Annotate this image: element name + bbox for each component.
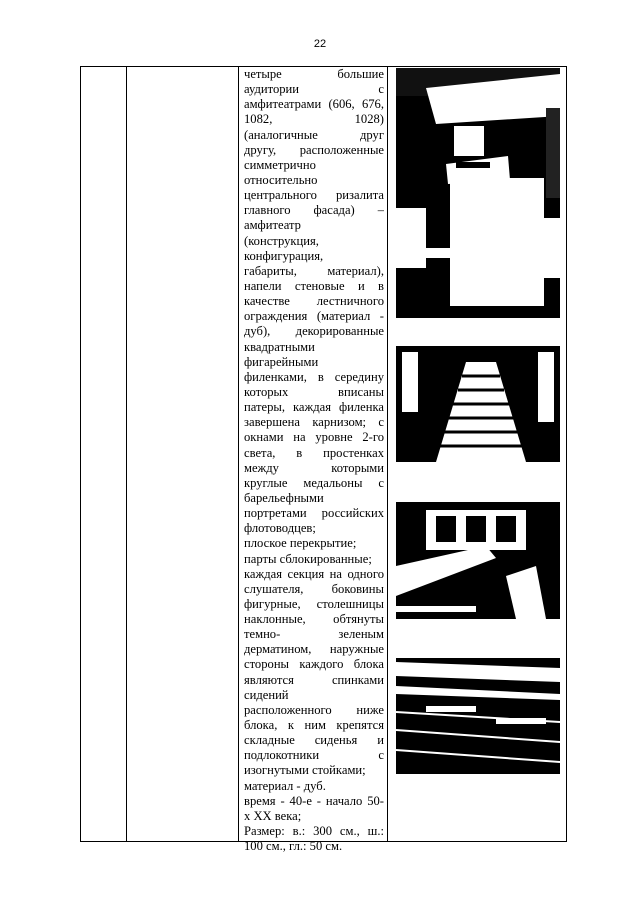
description-line: амфитеатр (244, 218, 301, 233)
table-column-divider-3 (387, 66, 388, 842)
table-border-left (80, 66, 81, 842)
description-line: конфигурация, (244, 248, 324, 263)
photo-bench-rows (396, 646, 560, 774)
description-line: парты сблокированные; (244, 551, 372, 566)
description-line: наклонные, обтянуты (244, 612, 384, 627)
description-line: блока, к ним крепятся (244, 718, 384, 733)
description-line: флотоводцев; (244, 521, 316, 536)
description-line: центрального ризалита (244, 188, 384, 203)
description-line: стороны каждого блока (244, 657, 384, 672)
description-line: Размер: в.: 300 см., ш.: (244, 824, 384, 839)
description-line: амфитеатрами (606, 676, (244, 97, 384, 112)
table-column-divider-1 (126, 66, 127, 842)
description-line: складные сиденья и (244, 733, 384, 748)
page-number: 22 (313, 38, 327, 50)
description-line: аудитории с (244, 82, 384, 97)
description-line: другу, расположенные (244, 142, 384, 157)
description-line: габариты, материал), (244, 263, 384, 278)
description-line: темно- зеленым (244, 627, 384, 642)
description-line: (конструкция, (244, 233, 319, 248)
description-line: ограждения (материал - (244, 309, 384, 324)
description-line: материал - дуб. (244, 778, 326, 793)
description-line: круглые медальоны с (244, 475, 384, 490)
photo-auditorium-interior (396, 68, 560, 318)
description-line: х XX века; (244, 808, 302, 823)
description-line: являются спинками (244, 672, 384, 687)
description-line: сидений (244, 687, 289, 702)
description-line: света, в простенках (244, 445, 384, 460)
description-line: расположенного ниже (244, 702, 384, 717)
document-table (80, 66, 567, 854)
description-line: филенками, в середину (244, 369, 384, 384)
description-line: качестве лестничного (244, 294, 384, 309)
description-line: 100 см., гл.: 50 см. (244, 839, 343, 854)
description-line: (аналогичные друг (244, 127, 384, 142)
description-line: симметрично (244, 157, 316, 172)
description-line: четыре большие (244, 67, 384, 81)
table-column-divider-2 (238, 66, 239, 842)
description-line: относительно (244, 172, 318, 187)
description-line: дерматином, наружные (244, 642, 384, 657)
description-line: главного фасада) – (244, 203, 384, 218)
description-line: изогнутыми стойками; (244, 763, 366, 778)
description-line: время - 40-е - начало 50- (244, 793, 384, 808)
photo-desks (396, 486, 560, 619)
table-border-right (566, 66, 567, 842)
description-line: окнами на уровне 2-го (244, 430, 384, 445)
photo-staircase (396, 332, 560, 462)
description-line: портретами российских (244, 506, 384, 521)
description-line: которых вписаны (244, 384, 384, 399)
description-line: патеры, каждая филенка (244, 400, 384, 415)
description-line: напели стеновые и в (244, 278, 384, 293)
description-line: фигарейными (244, 354, 319, 369)
description-line: завершена карнизом; с (244, 415, 384, 430)
description-line: фигурные, столешницы (244, 596, 384, 611)
object-description (244, 67, 384, 854)
description-line: слушателя, боковины (244, 581, 384, 596)
description-line: квадратными (244, 339, 315, 354)
description-line: между которыми (244, 460, 384, 475)
description-line: 1082, 1028) (244, 112, 384, 127)
description-line: дуб), декорированные (244, 324, 384, 339)
description-line: барельефными (244, 490, 324, 505)
description-line: каждая секция на одного (244, 566, 384, 581)
description-line: плоское перекрытие; (244, 536, 357, 551)
description-line: подлокотники с (244, 748, 384, 763)
